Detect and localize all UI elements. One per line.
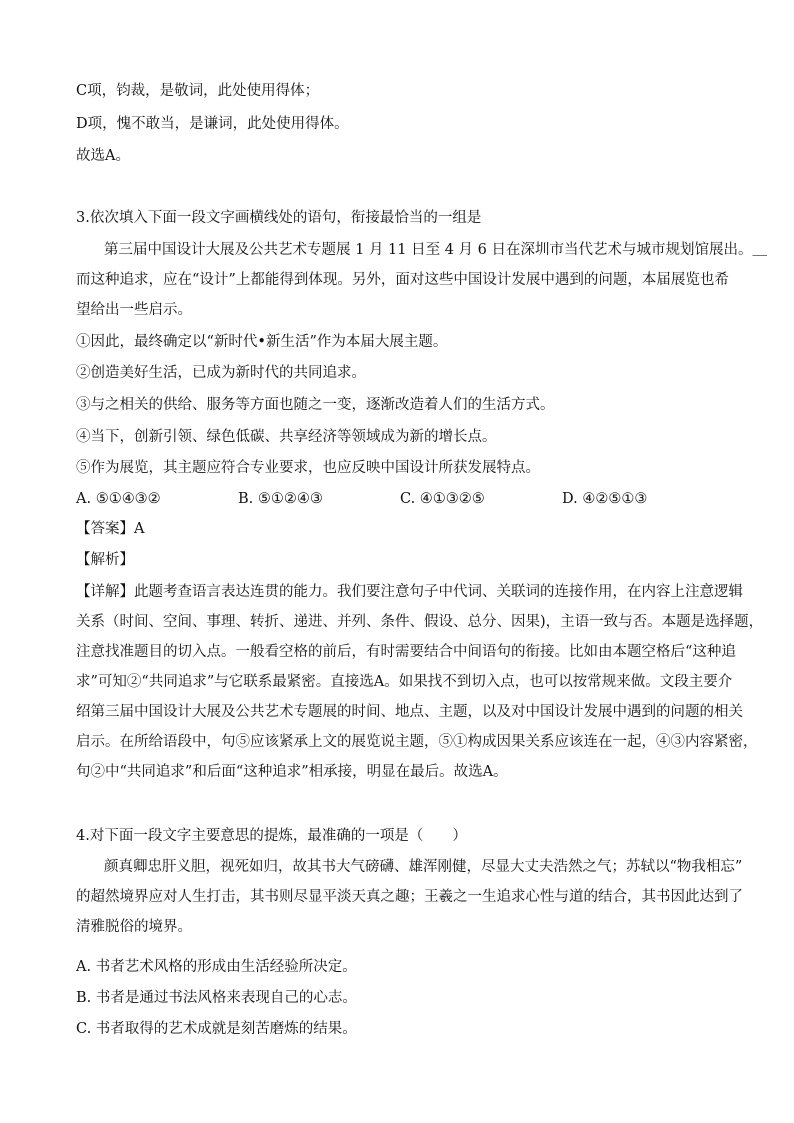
question-3-stem: 3.依次填入下面一段文字画横线处的语句，衔接最恰当的一组是: [76, 210, 482, 226]
question-3-passage-line: 而这种追求，应在“设计”上都能得到体现。另外，面对这些中国设计发展中遇到的问题，本届展览也希: [76, 272, 729, 288]
question-4-option-c: C. 书者取得的艺术成就是刻苦磨炼的结果。: [76, 1021, 357, 1037]
option-d-explanation: D项，愧不敢当，是谦词，此处使用得体。: [76, 116, 349, 132]
question-4-passage-line: 颜真卿忠肝义胆，视死如归，故其书大气磅礴、雄浑刚健，尽显大丈夫浩然之气；苏轼以“物我相忘”: [104, 859, 743, 875]
question-3-analysis-line: 句②中“共同追求”和后面“这种追求”相承接，明显在最后。故选A。: [76, 764, 508, 780]
question-3-item-5: ⑤作为展览，其主题应符合专业要求，也应反映中国设计所获发展特点。: [76, 460, 540, 476]
question-3-analysis-line: 启示。在所给语段中，句⑤应该紧承上文的展览说主题，⑤①构成因果关系应该连在一起，④③内容紧密，: [76, 734, 758, 750]
question-3-item-3: ③与之相关的供给、服务等方面也随之一变，逐渐改造着人们的生活方式。: [76, 397, 555, 413]
question-3-analysis-line: 注意找准题目的切入点。一般看空格的前后，有时需要结合中间语句的衔接。比如由本题空格后“这种追: [76, 644, 736, 660]
question-3-analysis-line: 关系（时间、空间、事理、转折、递进、并列、条件、假设、总分、因果)，主语一致与否。本题是选择题，: [76, 614, 764, 630]
previous-conclusion: 故选A。: [76, 148, 130, 164]
question-3-passage-line: 望给出一些启示。: [76, 302, 192, 318]
question-3-option-a: A. ⑤①④③②: [76, 491, 161, 507]
question-3-answer: 【答案】A: [76, 521, 145, 537]
question-3-analysis-line: 求”可知②“共同追求”与它联系最紧密。直接选A。如果找不到切入点，也可以按常规来做。文段主要介: [76, 674, 733, 690]
question-3-analysis-line: 绍第三届中国设计大展及公共艺术专题展的时间、地点、主题，以及对中国设计发展中遇到的问题的相关: [76, 704, 743, 720]
question-3-option-c: C. ④①③②⑤: [400, 491, 485, 507]
question-4-stem: 4.对下面一段文字主要意思的提炼，最准确的一项是（ ）: [76, 828, 467, 844]
question-4-option-b: B. 书者是通过书法风格来表现自己的心志。: [76, 990, 357, 1006]
question-3-item-4: ④当下，创新引领、绿色低碳、共享经济等领域成为新的增长点。: [76, 429, 497, 445]
question-3-passage-line: 第三届中国设计大展及公共艺术专题展 1 月 11 日至 4 月 6 日在深圳市当代艺术与城市规划馆展出。＿: [104, 242, 767, 258]
question-3-item-1: ①因此，最终确定以“新时代•新生活”作为本届大展主题。: [76, 334, 448, 350]
question-3-option-d: D. ④②⑤①③: [562, 491, 648, 507]
question-3-option-b: B. ⑤①②④③: [238, 491, 323, 507]
question-3-item-2: ②创造美好生活，已成为新时代的共同追求。: [76, 365, 366, 381]
option-c-explanation: C项，钧裁，是敬词，此处使用得体；: [76, 83, 320, 99]
question-4-passage-line: 的超然境界应对人生打击，其书则尽显平淡天真之趣；王羲之一生追求心性与道的结合，其书因此达到了: [76, 889, 743, 905]
question-4-passage-line: 清雅脱俗的境界。: [76, 919, 192, 935]
question-3-analysis-line: 【详解】此题考查语言表达连贯的能力。我们要注意句子中代词、关联词的连接作用，在内容上注意逻辑: [76, 584, 743, 600]
question-3-analysis-heading: 【解析】: [76, 552, 134, 568]
question-4-option-a: A. 书者艺术风格的形成由生活经验所决定。: [76, 959, 357, 975]
